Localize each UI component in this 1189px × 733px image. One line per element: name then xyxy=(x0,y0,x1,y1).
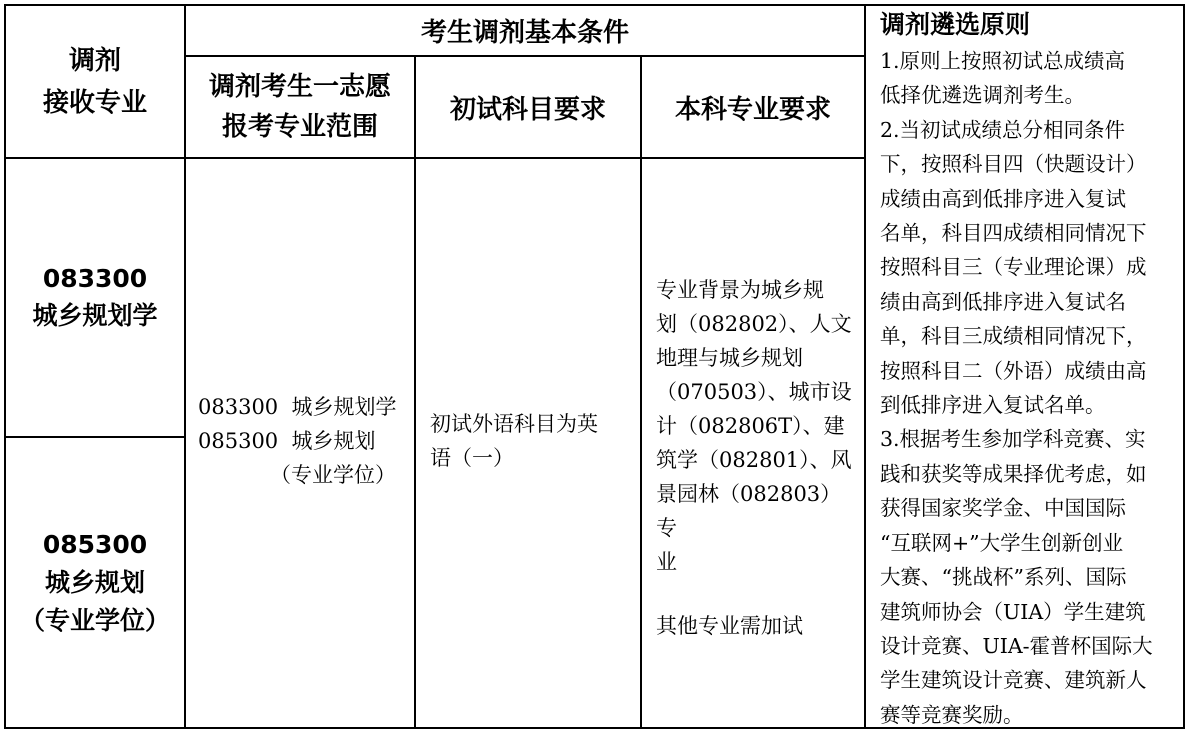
principle-line: 学生建筑设计竞赛、建筑新人 xyxy=(880,668,1147,693)
header-basic-conditions-label: 考生调剂基本条件 xyxy=(420,18,629,48)
principle-line: 设计竞赛、UIA-霍普杯国际大 xyxy=(880,633,1153,658)
undergrad-line: （070503）、城市设 xyxy=(656,380,852,404)
undergrad-line: 专业背景为城乡规 xyxy=(656,278,824,302)
first-choice-line2: 085300 城乡规划 xyxy=(198,429,376,453)
principle-line: “互联网+”大学生创新创业 xyxy=(880,530,1124,555)
principle-line: 绩由高到低排序进入复试名 xyxy=(880,289,1126,314)
major-name: 城乡规划学 xyxy=(32,301,158,330)
principle-line: 建筑师协会（UIA）学生建筑 xyxy=(880,599,1146,624)
header-first-choice-line1: 调剂考生一志愿 xyxy=(208,72,391,102)
header-first-choice xyxy=(186,57,414,157)
exam-requirement xyxy=(430,407,636,475)
major-name: 城乡规划 xyxy=(44,567,145,597)
selection-principles-title xyxy=(880,8,1180,42)
first-choice-line1: 083300 城乡规划学 xyxy=(198,395,397,419)
major-085300 xyxy=(6,438,184,727)
undergrad-line: 地理与城乡规划 xyxy=(656,346,803,370)
selection-principles xyxy=(880,44,1180,732)
exam-requirement-line1: 初试外语科目为英 xyxy=(430,412,598,436)
principle-line: 单，科目三成绩相同情况下， xyxy=(880,324,1147,349)
selection-principles-title-text: 调剂遴选原则 xyxy=(880,10,1031,39)
header-undergrad-major xyxy=(642,57,864,157)
undergrad-requirement xyxy=(656,273,862,643)
principle-line: 获得国家奖学金、中国国际 xyxy=(880,496,1126,521)
principle-line: 2.当初试成绩总分相同条件 xyxy=(880,117,1126,142)
major-code: 083300 xyxy=(42,264,148,293)
principle-line: 按照科目二（外语）成绩由高 xyxy=(880,358,1147,383)
principle-line: 到低排序进入复试名单。 xyxy=(880,393,1106,418)
principle-line: 按照科目三（专业理论课）成 xyxy=(880,255,1147,280)
first-choice-range xyxy=(198,390,412,492)
header-receiving-major xyxy=(6,6,184,157)
undergrad-line: 计（082806T）、建 xyxy=(656,414,845,438)
undergrad-line: 业 xyxy=(656,550,677,574)
header-receiving-line2: 接收专业 xyxy=(42,87,147,118)
header-first-choice-line2: 报考专业范围 xyxy=(221,112,378,142)
header-basic-conditions xyxy=(186,6,864,55)
undergrad-extra: 其他专业需加试 xyxy=(656,614,803,638)
header-receiving-line1: 调剂 xyxy=(68,45,121,76)
principle-line: 赛等竞赛奖励。 xyxy=(880,702,1024,727)
principle-line: 下，按照科目四（快题设计） xyxy=(880,152,1147,177)
undergrad-line: 筑学（082801）、风 xyxy=(656,448,852,472)
major-code: 085300 xyxy=(42,529,148,559)
header-exam-subjects xyxy=(416,57,640,157)
principle-line: 名单，科目四成绩相同情况下 xyxy=(880,221,1147,246)
principle-line: 大赛、“挑战杯”系列、国际 xyxy=(880,565,1127,590)
principle-line: 低择优遴选调剂考生。 xyxy=(880,83,1085,108)
divider-col4 xyxy=(864,4,866,729)
border-right xyxy=(1183,4,1185,729)
undergrad-line: 划（082802）、人文 xyxy=(656,312,852,336)
principle-line: 1.原则上按照初试总成绩高 xyxy=(880,49,1126,73)
header-undergrad-major-label: 本科专业要求 xyxy=(674,94,831,125)
exam-requirement-line2: 语（一） xyxy=(430,446,514,470)
undergrad-line: 景园林（082803）专 xyxy=(656,482,842,540)
major-083300 xyxy=(6,158,184,436)
first-choice-line3: （专业学位） xyxy=(270,463,396,487)
principle-line: 成绩由高到低排序进入复试 xyxy=(880,186,1126,211)
principle-line: 3.根据考生参加学科竞赛、实 xyxy=(880,427,1146,452)
principle-line: 践和获奖等成果择优考虑，如 xyxy=(880,461,1147,486)
header-exam-subjects-label: 初试科目要求 xyxy=(449,94,606,125)
major-note: （专业学位） xyxy=(19,605,170,635)
